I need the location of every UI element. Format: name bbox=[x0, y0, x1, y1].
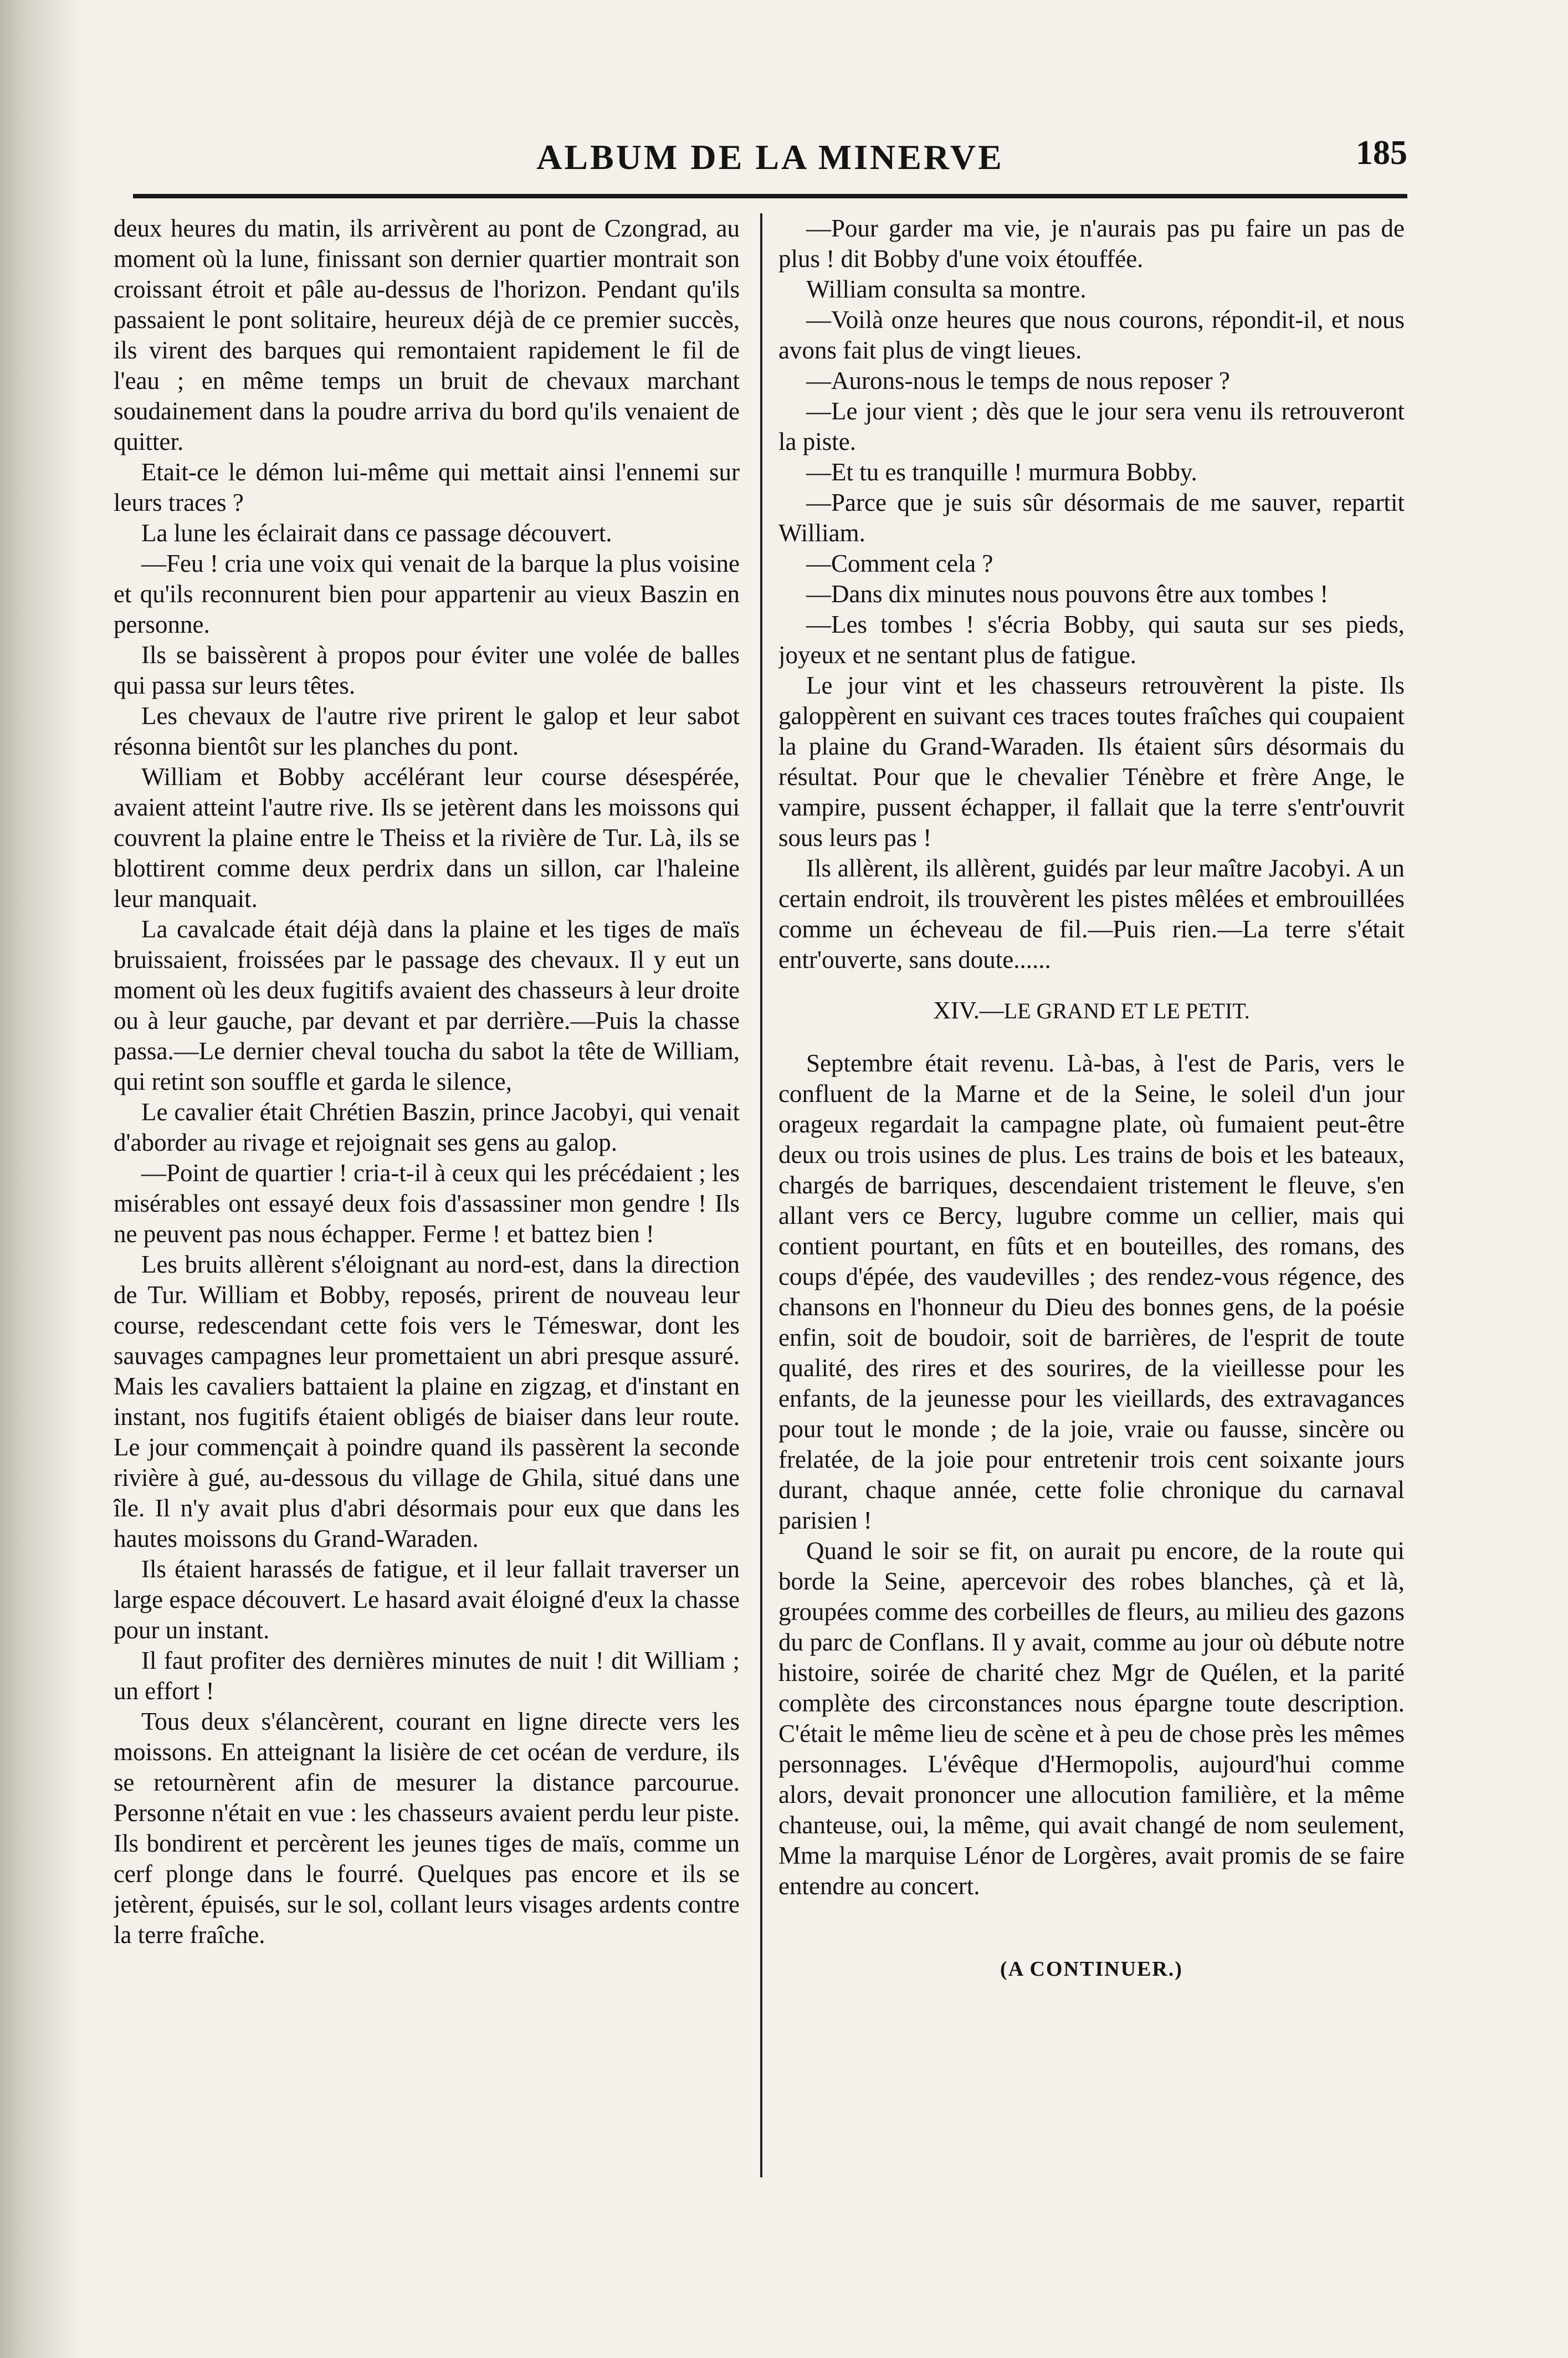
header-rule bbox=[133, 194, 1407, 198]
publication-title: ALBUM DE LA MINERVE bbox=[536, 137, 1004, 177]
section-title: LE GRAND ET LE PETIT. bbox=[1003, 998, 1250, 1023]
paragraph: —Voilà onze heures que nous courons, répondit-il, et nous avons fait plus de vingt lieues. bbox=[778, 306, 1405, 364]
paragraph: Etait-ce le démon lui-même qui mettait ainsi l'ennemi sur leurs traces ? bbox=[114, 458, 740, 516]
paragraph: William et Bobby accélérant leur course désespérée, avaient atteint l'autre rive. Ils se jetèrent dans les moissons qui couvrent la plaine entre le Theiss et la rivière de Tur. Là, ils se blottirent comme deux perdrix dans un sillon, car l'haleine leur manquait. bbox=[114, 763, 740, 913]
right-column bbox=[778, 213, 1405, 2285]
paragraph: —Feu ! cria une voix qui venait de la barque la plus voisine et qu'ils reconnurent bien pour appartenir au vieux Baszin en personne. bbox=[114, 550, 740, 638]
page-number: 185 bbox=[1356, 134, 1407, 172]
paragraph: —Et tu es tranquille ! murmura Bobby. bbox=[806, 458, 1197, 486]
paragraph: Il faut profiter des dernières minutes de nuit ! dit William ; un effort ! bbox=[114, 1647, 740, 1705]
paragraph: William consulta sa montre. bbox=[806, 275, 1087, 303]
column-divider bbox=[760, 213, 762, 2177]
paragraph: Tous deux s'élancèrent, courant en ligne directe vers les moissons. En atteignant la lisière de cet océan de verdure, ils se retournèrent afin de mesurer la distance parcourue. Personne n'était en vue : les chasseurs avaient perdu leur piste. Ils bondirent et percèrent les jeunes tiges de maïs, comme un cerf plonge dans le fourré. Quelques pas encore et ils se jetèrent, épuisés, sur le sol, collant leurs visages ardents contre la terre fraîche. bbox=[114, 1708, 740, 1949]
paragraph: —Dans dix minutes nous pouvons être aux tombes ! bbox=[806, 580, 1329, 608]
paragraph: Ils allèrent, ils allèrent, guidés par leur maître Jacobyi. A un certain endroit, ils trouvèrent les pistes mêlées et embrouillées comme un écheveau de fil.—Puis rien.—La terre s'était entr'ouverte, sans doute...... bbox=[778, 854, 1405, 973]
paragraph: —Aurons-nous le temps de nous reposer ? bbox=[806, 367, 1230, 394]
paragraph: —Le jour vient ; dès que le jour sera venu ils retrouveront la piste. bbox=[778, 397, 1405, 455]
paragraph: —Point de quartier ! cria-t-il à ceux qui les précédaient ; les misérables ont essayé deux fois d'assassiner mon gendre ! Ils ne peuvent pas nous échapper. Ferme ! et battez bien ! bbox=[114, 1159, 740, 1248]
continue-notice: (A CONTINUER.) bbox=[1000, 1957, 1183, 1981]
paragraph: —Comment cela ? bbox=[806, 550, 993, 577]
left-column bbox=[114, 213, 740, 2285]
page-edge-shadow bbox=[0, 0, 83, 2358]
paragraph: Ils étaient harassés de fatigue, et il leur fallait traverser un large espace découvert. Le hasard avait éloigné d'eux la chasse pour un instant. bbox=[114, 1555, 740, 1644]
paragraph: Septembre était revenu. Là-bas, à l'est de Paris, vers le confluent de la Marne et de la Seine, le soleil d'un jour orageux regardait la campagne plate, où fumaient peut-être deux ou trois usines de plus. Les trains de bois et les bateaux, chargés de barriques, descendaient tristement le fleuve, s'en allant vers ce Bercy, lugubre comme un cellier, mais qui contient pourtant, en fûts et en bouteilles, des romans, des coups d'épée, des vaudevilles ; des rendez-vous régence, des chansons en l'honneur du Dieu des bonnes gens, de la poésie enfin, soit de boudoir, soit de barrières, de l'esprit de toute qualité, des rires et des sourires, de la vieillesse pour les enfants, de la jeunesse pour les vieillards, des extravagances pour tout le monde ; de la joie, vraie ou fausse, sincère ou frelatée, de la joie pour entretenir trois cent soixante jours durant, chaque année, cette folie chronique du carnaval parisien ! bbox=[778, 1049, 1405, 1534]
paragraph: La lune les éclairait dans ce passage découvert. bbox=[141, 519, 612, 547]
page-header bbox=[133, 130, 1407, 180]
paragraph: Ils se baissèrent à propos pour éviter une volée de balles qui passa sur leurs têtes. bbox=[114, 641, 740, 699]
paragraph: Le cavalier était Chrétien Baszin, prince Jacobyi, qui venait d'aborder au rivage et rejoignait ses gens au galop. bbox=[114, 1098, 740, 1156]
paragraph: La cavalcade était déjà dans la plaine et les tiges de maïs bruissaient, froissées par le passage des chevaux. Il y eut un moment où les deux fugitifs avaient des chasseurs à leur droite ou à leur gauche, par devant et par derrière.—Puis la chasse passa.—Le dernier cheval toucha du sabot la tête de William, qui retint son souffle et garda le silence, bbox=[114, 915, 740, 1095]
paragraph: Le jour vint et les chasseurs retrouvèrent la piste. Ils galoppèrent en suivant ces traces toutes fraîches qui coupaient la plaine du Grand-Waraden. Ils étaient sûrs désormais du résultat. Pour que le chevalier Ténèbre et frère Ange, le vampire, pussent échapper, il fallait que la terre s'entr'ouvrit sous leurs pas ! bbox=[778, 671, 1405, 852]
paragraph: Les bruits allèrent s'éloignant au nord-est, dans la direction de Tur. William et Bobby, reposés, prirent de nouveau leur course, redescendant cette fois vers le Témeswar, dont les sauvages campagnes leur promettaient un abri presque assuré. Mais les cavaliers battaient la plaine en zigzag, et d'instant en instant, nos fugitifs étaient obligés de biaiser dans leur route. Le jour commençait à poindre quand ils passèrent la seconde rivière à gué, au-dessous du village de Ghila, situé dans une île. Il n'y avait plus d'abri désormais pour eux que dans les hautes moissons du Grand-Waraden. bbox=[114, 1250, 740, 1552]
paragraph: —Pour garder ma vie, je n'aurais pas pu faire un pas de plus ! dit Bobby d'une voix étouffée. bbox=[778, 214, 1405, 273]
paragraph: deux heures du matin, ils arrivèrent au pont de Czongrad, au moment où la lune, finissant son dernier quartier montrait son croissant étroit et pâle au-dessus de l'horizon. Pendant qu'ils passaient le pont solitaire, heureux déjà de ce premier succès, ils virent des barques qui remontaient rapidement le fil de l'eau ; en même temps un bruit de chevaux marchant soudainement dans la poudre arriva du bord qu'ils venaient de quitter. bbox=[114, 214, 740, 455]
paragraph: Les chevaux de l'autre rive prirent le galop et leur sabot résonna bientôt sur les planches du pont. bbox=[114, 702, 740, 760]
section-number: XIV.— bbox=[933, 997, 1004, 1024]
section-heading bbox=[778, 995, 1405, 1026]
paragraph: —Les tombes ! s'écria Bobby, qui sauta sur ses pieds, joyeux et ne sentant plus de fatigue. bbox=[778, 611, 1405, 669]
paragraph: —Parce que je suis sûr désormais de me sauver, repartit William. bbox=[778, 489, 1405, 547]
paragraph: Quand le soir se fit, on aurait pu encore, de la route qui borde la Seine, apercevoir des robes blanches, çà et là, groupées comme des corbeilles de fleurs, au milieu des gazons du parc de Conflans. Il y avait, comme au jour où débute notre histoire, soirée de charité chez Mgr de Quélen, et la parité complète des circonstances nous épargne toute description. C'était le même lieu de scène et à peu de chose près les mêmes personnages. L'évêque d'Hermopolis, aujourd'hui comme alors, devait prononcer une allocution familière, et la même chanteuse, oui, la même, qui avait changé de nom seulement, Mme la marquise Lénor de Lorgères, avait promis de se faire entendre au concert. bbox=[778, 1537, 1405, 1900]
